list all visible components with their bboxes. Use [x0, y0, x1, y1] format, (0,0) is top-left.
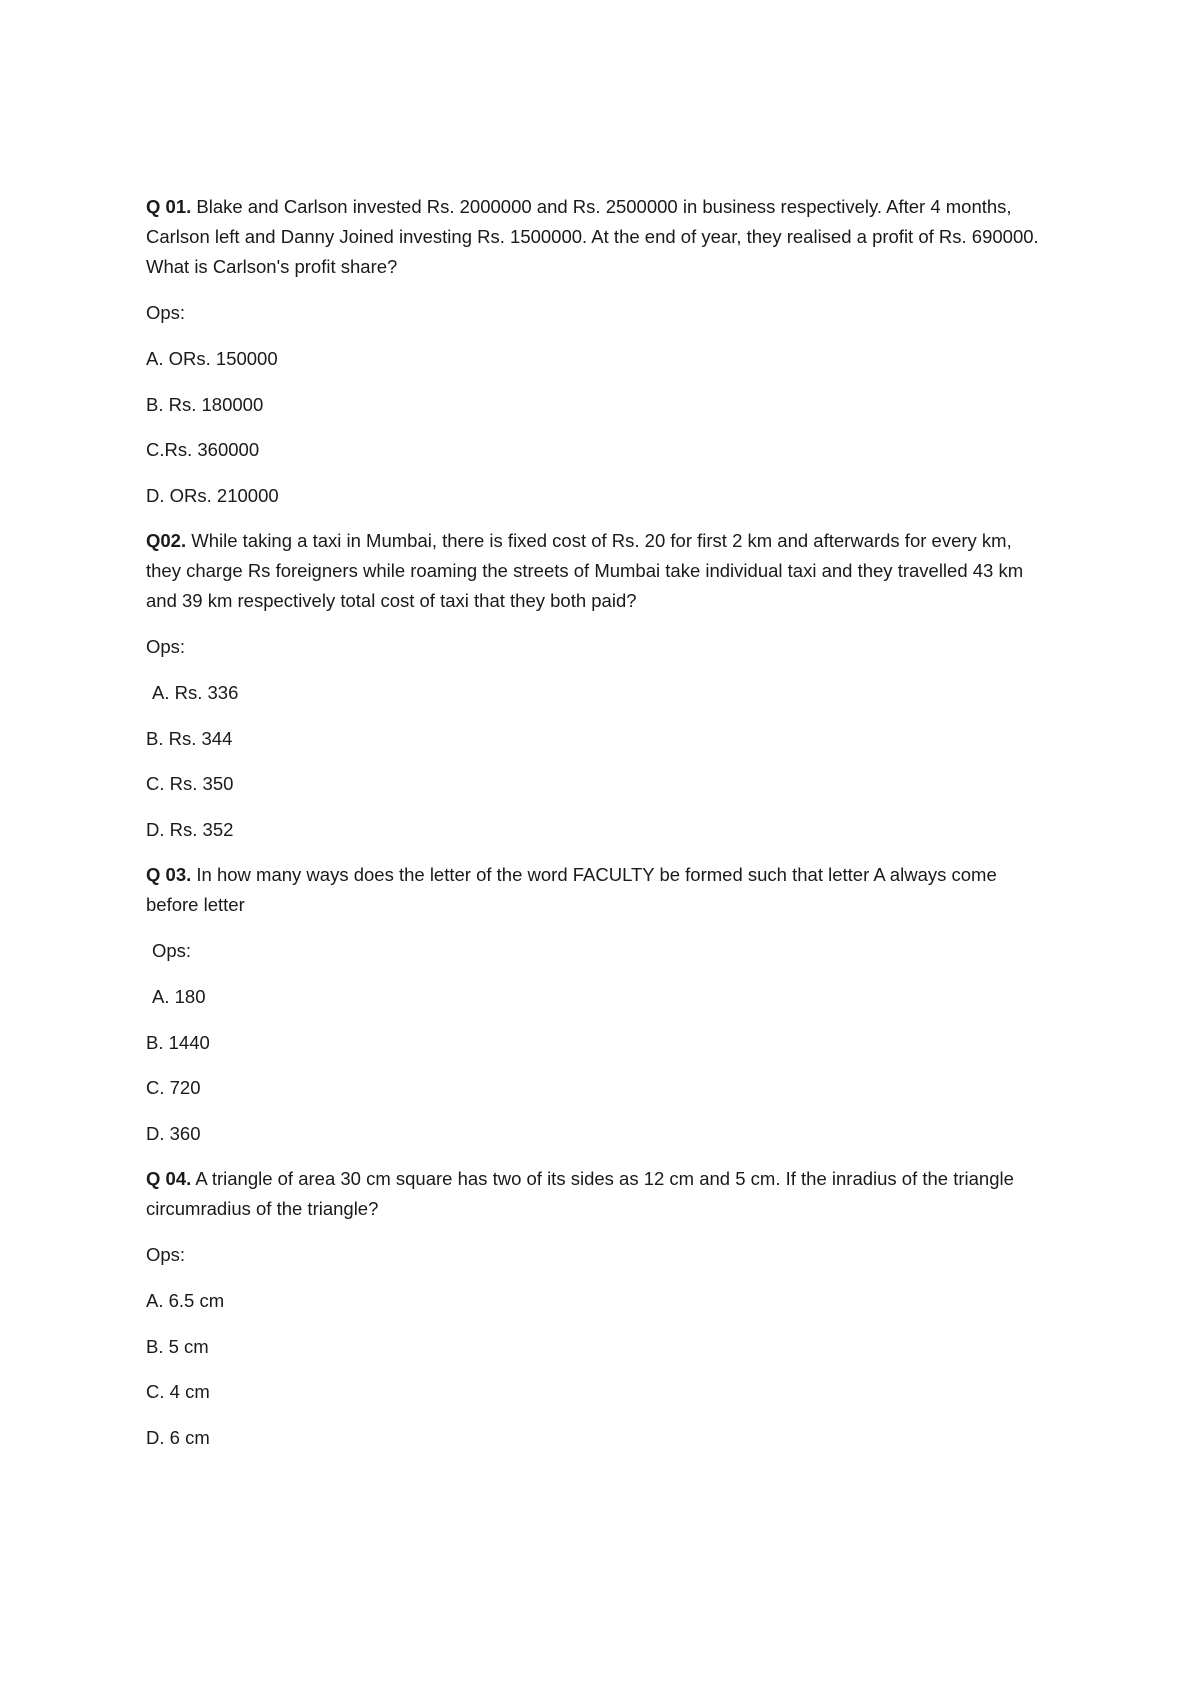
option-c: C. Rs. 350: [146, 773, 234, 794]
option-d: D. 6 cm: [146, 1426, 210, 1448]
option-a: A. ORs. 150000: [146, 348, 278, 369]
question-block-4: [146, 1164, 1046, 1453]
question-number: Q 04.: [146, 1168, 192, 1189]
option-a: A. Rs. 336: [152, 682, 239, 703]
option-d: D. ORs. 210000: [146, 484, 279, 506]
question-number: Q 03.: [146, 864, 192, 885]
question-block-3: [146, 860, 1046, 1149]
question-text: [146, 526, 1046, 616]
option-b: B. 1440: [146, 1031, 210, 1053]
ops-label: Ops:: [152, 940, 192, 961]
question-block-1: [146, 192, 1046, 511]
option-b: B. Rs. 344: [146, 727, 233, 749]
option-c: C.Rs. 360000: [146, 439, 260, 460]
option-c: C. 720: [146, 1077, 201, 1098]
option-b: B. Rs. 180000: [146, 393, 264, 415]
question-list: [146, 192, 1046, 1468]
question-text: [146, 860, 1046, 920]
option-c: C. 4 cm: [146, 1381, 210, 1402]
question-text: [146, 192, 1046, 282]
option-b: B. 5 cm: [146, 1335, 209, 1357]
ops-label: Ops:: [146, 636, 186, 657]
question-body: Blake and Carlson invested Rs. 2000000 and Rs. 2500000 in business respectively. After 4 months, Carlson left and Danny Joined investing Rs. 1500000. At the end of year, they realised a profit of Rs. 690000. What is Carlson's profit share?: [146, 196, 1039, 277]
question-body: A triangle of area 30 cm square has two of its sides as 12 cm and 5 cm. If the inradius of the triangle circumradius of the triangle?: [146, 1168, 1014, 1219]
ops-label: Ops:: [146, 302, 186, 323]
ops-label: Ops:: [146, 1244, 186, 1265]
question-block-2: [146, 526, 1046, 845]
option-a: A. 180: [152, 986, 206, 1007]
question-number: Q02.: [146, 530, 187, 551]
option-d: D. Rs. 352: [146, 818, 234, 840]
question-body: While taking a taxi in Mumbai, there is fixed cost of Rs. 20 for first 2 km and afterwards for every km, they charge Rs foreigners while roaming the streets of Mumbai take individual taxi and they travelled 43 km and 39 km respectively total cost of taxi that they both paid?: [146, 530, 1024, 611]
question-text: [146, 1164, 1046, 1224]
question-number: Q 01.: [146, 196, 192, 217]
question-body: In how many ways does the letter of the word FACULTY be formed such that letter A always come before letter: [146, 864, 997, 915]
option-a: A. 6.5 cm: [146, 1290, 225, 1311]
option-d: D. 360: [146, 1122, 201, 1144]
